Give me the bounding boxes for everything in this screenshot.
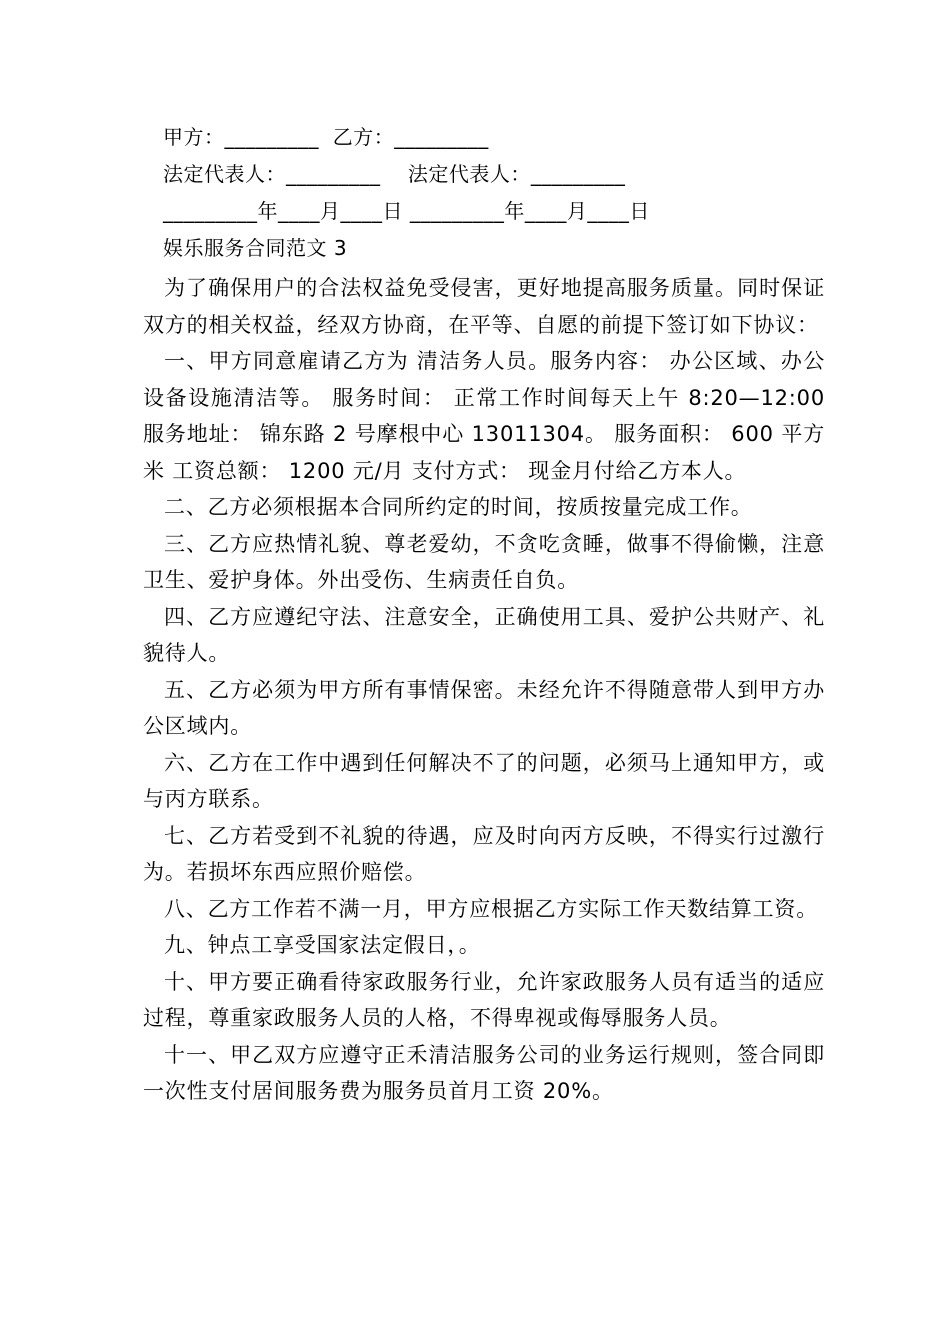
preamble-paragraph: 为了确保用户的合法权益免受侵害，更好地提高服务质量。同时保证双方的相关权益，经双方协商，在平等、自愿的前提下签订如下协议：	[143, 276, 825, 337]
clause-11-paragraph: 十一、甲乙双方应遵守正禾清洁服务公司的业务运行规则，签合同即一次性支付居间服务费为服务员首月工资 20%。	[143, 1042, 825, 1103]
clause-10-paragraph: 十、甲方要正确看待家政服务行业，允许家政服务人员有适当的适应过程，尊重家政服务人员的人格，不得卑视或侮辱服务人员。	[143, 969, 825, 1030]
clause-6-paragraph: 六、乙方在工作中遇到任何解决不了的问题，必须马上通知甲方，或与丙方联系。	[143, 750, 825, 811]
clause-4-paragraph: 四、乙方应遵纪守法、注意安全，正确使用工具、爱护公共财产、礼貌待人。	[143, 604, 825, 665]
signature-parties-line: 甲方：_________ 乙方：_________	[163, 125, 489, 149]
clause-2-paragraph: 二、乙方必须根据本合同所约定的时间，按质按量完成工作。	[164, 495, 753, 519]
clause-9-paragraph: 九、钟点工享受国家法定假日，。	[164, 933, 481, 957]
signature-date-line: _________年____月____日 _________年____月____日	[163, 199, 650, 223]
clause-7-paragraph: 七、乙方若受到不礼貌的待遇，应及时向丙方反映，不得实行过激行为。若损坏东西应照价赔偿。	[143, 823, 825, 884]
clause-3-paragraph: 三、乙方应热情礼貌、尊老爱幼，不贪吃贪睡，做事不得偷懒，注意卫生、爱护身体。外出受伤、生病责任自负。	[143, 531, 825, 592]
clause-1-paragraph: 一、甲方同意雇请乙方为 清洁务人员。服务内容： 办公区域、办公设备设施清洁等。 服务时间： 正常工作时间每天上午 8:20—12:00 服务地址： 锦东路 2 号摩根中心 13011304。 服务面积： 600 平方米 工资总额： 1200 元/月 支付方式： 现金月付给乙方本人。	[143, 349, 825, 483]
clause-8-paragraph: 八、乙方工作若不满一月，甲方应根据乙方实际工作天数结算工资。	[164, 896, 818, 921]
section-title: 娱乐服务合同范文 3	[163, 236, 348, 260]
signature-representatives-line: 法定代表人：_________ 法定代表人：_________	[163, 162, 626, 186]
contract-body	[143, 270, 825, 1110]
clause-5-paragraph: 五、乙方必须为甲方所有事情保密。未经允许不得随意带人到甲方办公区域内。	[143, 677, 825, 738]
